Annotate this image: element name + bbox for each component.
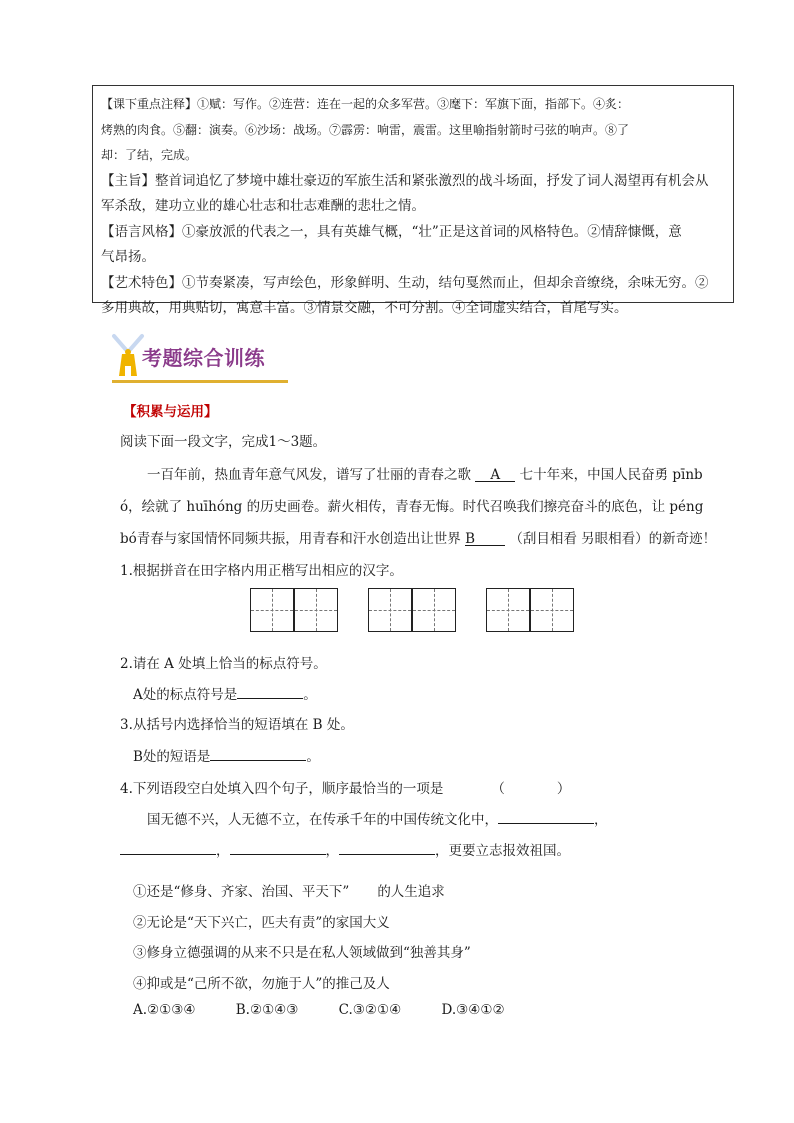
q4-paragraph-text: ，更要立志报效祖国。 — [435, 843, 570, 859]
windmill-icon — [110, 332, 146, 380]
question-4 — [120, 777, 570, 797]
q4-sentence-2: ②无论是“天下兴亡，匹夫有责”的家国大义 — [133, 915, 390, 931]
answer-2-label: A处的标点符号是 — [133, 687, 238, 703]
q4-punct: ， — [325, 843, 339, 859]
q4-blank-3[interactable] — [230, 840, 326, 855]
passage-line-3 — [120, 527, 716, 547]
passage-intro: 阅读下面一段文字，完成1～3题。 — [120, 434, 327, 450]
question-3: 3.从括号内选择恰当的短语填在 B 处。 — [120, 717, 354, 733]
banner-title: 考题综合训练 — [142, 346, 265, 370]
passage-line-1 — [147, 463, 703, 483]
answer-2 — [133, 683, 317, 703]
q4-sentence-3: ③修身立德强调的从来不只是在私人领域做到“独善其身” — [133, 945, 471, 961]
q4-blank-1[interactable] — [498, 809, 594, 824]
notes-box — [92, 85, 734, 316]
answer-3 — [133, 745, 320, 765]
section-subhead: 【积累与运用】 — [123, 404, 218, 420]
notes-line: 军杀敌，建功立业的雄心壮志和壮志难酬的悲壮之情。 — [101, 198, 425, 214]
passage-text: bó青春与家国情怀同频共振，用青春和汗水创造出让世界 — [120, 531, 461, 547]
q4-paragraph-line-2 — [120, 839, 570, 859]
answer-paren-close: ） — [556, 781, 571, 797]
answer-2-blank[interactable] — [237, 684, 303, 699]
notes-line: 气昂扬。 — [101, 249, 155, 265]
tianzige-cell[interactable] — [294, 588, 338, 632]
q4-sentence-1 — [133, 880, 445, 900]
q4-sentence-text: 的人生追求 — [377, 884, 445, 900]
notes-line: 【主旨】整首词追忆了梦境中雄壮豪迈的军旅生活和紧张激烈的战斗场面，抒发了词人渴望再有机会从 — [101, 172, 709, 189]
q4-paragraph-text: 国无德不兴，人无德不立，在传承千年的中国传统文化中， — [147, 812, 498, 828]
tianzige-cell[interactable] — [530, 588, 574, 632]
blank-b[interactable] — [465, 531, 505, 546]
blank-a[interactable] — [475, 467, 515, 482]
q4-sentence-4: ④抑或是“己所不欲，勿施于人”的推己及人 — [133, 976, 390, 992]
blank-b-label: B — [465, 531, 475, 547]
q4-sentence-text: ①还是“修身、齐家、治国、平天下” — [133, 884, 350, 900]
question-2: 2.请在 A 处填上恰当的标点符号。 — [120, 656, 327, 672]
q4-punct: ， — [216, 843, 230, 859]
q4-options — [133, 1002, 541, 1018]
q4-blank-2[interactable] — [120, 840, 216, 855]
notes-line: 【课下重点注释】①赋：写作。②连营：连在一起的众多军营。③麾下：军旗下面，指部下。④炙： — [101, 97, 630, 111]
passage-text: 一百年前，热血青年意气风发，谱写了壮丽的青春之歌 — [147, 467, 471, 483]
passage-text: 七十年来，中国人民奋勇 pīnb — [519, 467, 703, 483]
q4-blank-4[interactable] — [339, 840, 435, 855]
question-1: 1.根据拼音在田字格内用正楷写出相应的汉字。 — [120, 563, 403, 579]
tianzige-cell[interactable] — [250, 588, 294, 632]
banner-underline — [112, 380, 288, 383]
answer-2-suffix: 。 — [303, 687, 317, 703]
answer-3-blank[interactable] — [210, 746, 306, 761]
notes-line: 【语言风格】①豪放派的代表之一，具有英雄气概，“壮”正是这首词的风格特色。②情辞慷慨，意 — [101, 223, 682, 240]
q4-paragraph-line-1 — [147, 808, 608, 828]
notes-line: 烤熟的肉食。⑤翻：演奏。⑥沙场：战场。⑦霹雳：响雷，震雷。这里喻指射箭时弓弦的响声。⑧了 — [101, 122, 630, 137]
blank-a-label: A — [490, 467, 501, 483]
tianzige-cell[interactable] — [486, 588, 530, 632]
tianzige-cell[interactable] — [412, 588, 456, 632]
notes-line: 却：了结，完成。 — [101, 148, 198, 162]
question-4-text: 4.下列语段空白处填入四个句子，顺序最恰当的一项是 — [120, 781, 444, 797]
q4-punct: ， — [594, 812, 608, 828]
answer-3-suffix: 。 — [306, 749, 320, 765]
notes-line: 多用典故，用典贴切，寓意丰富。③情景交融，不可分割。④全词虚实结合，首尾写实。 — [101, 300, 628, 316]
answer-3-label: B处的短语是 — [133, 749, 211, 765]
section-banner — [112, 332, 292, 388]
option-c[interactable]: C.③②①④ — [338, 1002, 402, 1018]
passage-text: （刮目相看 另眼相看）的新奇迹！ — [509, 531, 717, 547]
passage-line-2: ó，绘就了 huīhóng 的历史画卷。薪火相传，青春无悔。时代召唤我们擦亮奋斗的底色，让 péng — [120, 499, 704, 515]
tianzige-cell[interactable] — [368, 588, 412, 632]
tianzige-grid — [250, 588, 580, 634]
option-a[interactable]: A.②①③④ — [133, 1002, 196, 1018]
notes-line: 【艺术特色】①节奏紧凑，写声绘色，形象鲜明、生动，结句戛然而止，但却余音缭绕，余味无穷。② — [101, 274, 709, 291]
answer-paren-open: （ — [491, 781, 505, 797]
option-d[interactable]: D.③④①② — [441, 1002, 505, 1018]
option-b[interactable]: B.②①④③ — [235, 1002, 299, 1018]
